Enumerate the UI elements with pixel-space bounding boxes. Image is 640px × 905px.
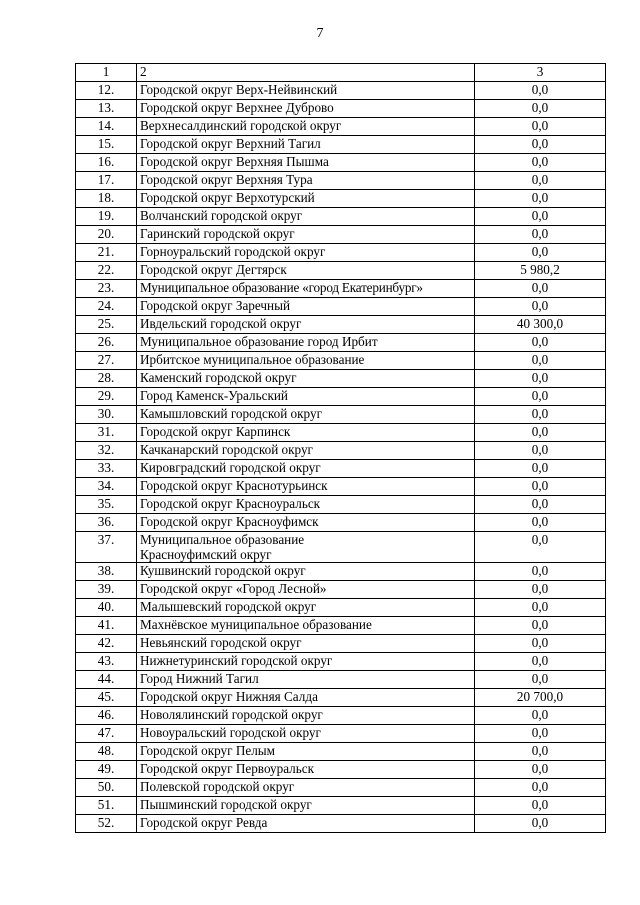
municipality-name: Городской округ Ревда: [137, 815, 475, 833]
row-number: 24.: [76, 298, 137, 316]
municipality-name: Городской округ Верхотурский: [137, 190, 475, 208]
header-col-1: 1: [76, 64, 137, 82]
table-row: [76, 599, 606, 617]
municipality-name: Городской округ Нижняя Салда: [137, 689, 475, 707]
table-row: [76, 154, 606, 172]
row-number: 47.: [76, 725, 137, 743]
row-number: 43.: [76, 653, 137, 671]
amount: 0,0: [475, 226, 606, 244]
table-row: [76, 118, 606, 136]
amount: 0,0: [475, 118, 606, 136]
row-number: 41.: [76, 617, 137, 635]
table-row: [76, 100, 606, 118]
page-number: 7: [316, 26, 324, 41]
row-number: 50.: [76, 779, 137, 797]
table-row: [76, 635, 606, 653]
table-row: [76, 671, 606, 689]
amount: 0,0: [475, 136, 606, 154]
row-number: 38.: [76, 563, 137, 581]
amount: 0,0: [475, 388, 606, 406]
row-number: 17.: [76, 172, 137, 190]
table-row: [76, 280, 606, 298]
amount: 40 300,0: [475, 316, 606, 334]
municipality-name: Гаринский городской округ: [137, 226, 475, 244]
municipality-name: Городской округ Заречный: [137, 298, 475, 316]
table-row: [76, 406, 606, 424]
amount: 0,0: [475, 635, 606, 653]
row-number: 33.: [76, 460, 137, 478]
municipality-name-line: Муниципальное образование: [140, 532, 305, 547]
municipality-name: Городской округ Карпинск: [137, 424, 475, 442]
row-number: 45.: [76, 689, 137, 707]
funding-table: [75, 63, 606, 833]
amount: 0,0: [475, 653, 606, 671]
amount: 0,0: [475, 334, 606, 352]
municipality-name: Городской округ Верх-Нейвинский: [137, 82, 475, 100]
row-number: 27.: [76, 352, 137, 370]
amount: 0,0: [475, 743, 606, 761]
table-row: [76, 244, 606, 262]
table-row: [76, 388, 606, 406]
municipality-name: Новоуральский городской округ: [137, 725, 475, 743]
table-row: [76, 352, 606, 370]
row-number: 21.: [76, 244, 137, 262]
municipality-name: Горноуральский городской округ: [137, 244, 475, 262]
table-row: [76, 82, 606, 100]
municipality-name: Махнёвское муниципальное образование: [137, 617, 475, 635]
table-row: [76, 496, 606, 514]
amount: 0,0: [475, 298, 606, 316]
row-number: 25.: [76, 316, 137, 334]
table-row: [76, 172, 606, 190]
municipality-name: Городской округ «Город Лесной»: [137, 581, 475, 599]
municipality-name: Городской округ Красноуфимск: [137, 514, 475, 532]
amount: 0,0: [475, 563, 606, 581]
amount: 0,0: [475, 779, 606, 797]
municipality-name: Ивдельский городской округ: [137, 316, 475, 334]
municipality-name: Новолялинский городской округ: [137, 707, 475, 725]
municipality-name: Муниципальное образование «город Екатеринбург»: [137, 280, 475, 298]
amount: 0,0: [475, 707, 606, 725]
amount: 0,0: [475, 208, 606, 226]
row-number: 16.: [76, 154, 137, 172]
amount: 0,0: [475, 478, 606, 496]
amount: 0,0: [475, 671, 606, 689]
row-number: 37.: [76, 532, 137, 563]
table-row: [76, 298, 606, 316]
amount: 5 980,2: [475, 262, 606, 280]
amount: 0,0: [475, 172, 606, 190]
row-number: 29.: [76, 388, 137, 406]
municipality-name: Кушвинский городской округ: [137, 563, 475, 581]
row-number: 22.: [76, 262, 137, 280]
row-number: 35.: [76, 496, 137, 514]
municipality-name: Городской округ Красноуральск: [137, 496, 475, 514]
amount: 0,0: [475, 244, 606, 262]
municipality-name: Полевской городской округ: [137, 779, 475, 797]
row-number: 26.: [76, 334, 137, 352]
municipality-name: Камышловский городской округ: [137, 406, 475, 424]
row-number: 30.: [76, 406, 137, 424]
row-number: 12.: [76, 82, 137, 100]
table-row: [76, 190, 606, 208]
amount: 0,0: [475, 424, 606, 442]
amount: 0,0: [475, 406, 606, 424]
amount: 0,0: [475, 100, 606, 118]
municipality-name: Кировградский городской округ: [137, 460, 475, 478]
amount: 0,0: [475, 442, 606, 460]
amount: 0,0: [475, 617, 606, 635]
header-col-3: 3: [475, 64, 606, 82]
municipality-name: Город Каменск-Уральский: [137, 388, 475, 406]
amount: 0,0: [475, 761, 606, 779]
amount: 0,0: [475, 797, 606, 815]
table-row: [76, 208, 606, 226]
municipality-name: Город Нижний Тагил: [137, 671, 475, 689]
row-number: 39.: [76, 581, 137, 599]
amount: 0,0: [475, 815, 606, 833]
amount: 0,0: [475, 460, 606, 478]
table-row: [76, 136, 606, 154]
table-header-row: [76, 64, 606, 82]
municipality-name: Верхнесалдинский городской округ: [137, 118, 475, 136]
row-number: 46.: [76, 707, 137, 725]
amount: 20 700,0: [475, 689, 606, 707]
amount: 0,0: [475, 514, 606, 532]
municipality-name: Муниципальное образование город Ирбит: [137, 334, 475, 352]
row-number: 23.: [76, 280, 137, 298]
municipality-name: Ирбитское муниципальное образование: [137, 352, 475, 370]
amount: 0,0: [475, 190, 606, 208]
amount: 0,0: [475, 599, 606, 617]
row-number: 19.: [76, 208, 137, 226]
row-number: 40.: [76, 599, 137, 617]
row-number: 42.: [76, 635, 137, 653]
municipality-name: Нижнетуринский городской округ: [137, 653, 475, 671]
municipality-name: [137, 532, 475, 563]
table-row: [76, 226, 606, 244]
amount: 0,0: [475, 725, 606, 743]
municipality-name: Городской округ Верхний Тагил: [137, 136, 475, 154]
table-row: [76, 761, 606, 779]
amount: 0,0: [475, 581, 606, 599]
municipality-name-line: Красноуфимский округ: [140, 547, 272, 562]
table-row: [76, 424, 606, 442]
table-row: [76, 478, 606, 496]
table-row: [76, 743, 606, 761]
row-number: 48.: [76, 743, 137, 761]
header-col-2: 2: [137, 64, 475, 82]
table-row: [76, 334, 606, 352]
table-row: [76, 262, 606, 280]
table-row: [76, 442, 606, 460]
municipality-name: Городской округ Дегтярск: [137, 262, 475, 280]
row-number: 28.: [76, 370, 137, 388]
amount: 0,0: [475, 82, 606, 100]
table-row: [76, 514, 606, 532]
amount: 0,0: [475, 496, 606, 514]
table-row: [76, 532, 606, 563]
amount: 0,0: [475, 280, 606, 298]
amount: 0,0: [475, 154, 606, 172]
table-row: [76, 370, 606, 388]
row-number: 52.: [76, 815, 137, 833]
table-row: [76, 563, 606, 581]
municipality-name: Малышевский городской округ: [137, 599, 475, 617]
municipality-name: Городской округ Краснотурьинск: [137, 478, 475, 496]
municipality-name: Каменский городской округ: [137, 370, 475, 388]
municipality-name: Городской округ Верхняя Пышма: [137, 154, 475, 172]
row-number: 51.: [76, 797, 137, 815]
row-number: 36.: [76, 514, 137, 532]
table-row: [76, 460, 606, 478]
municipality-name: Городской округ Первоуральск: [137, 761, 475, 779]
row-number: 34.: [76, 478, 137, 496]
municipality-name: Городской округ Верхняя Тура: [137, 172, 475, 190]
table-row: [76, 725, 606, 743]
row-number: 14.: [76, 118, 137, 136]
row-number: 49.: [76, 761, 137, 779]
municipality-name: Волчанский городской округ: [137, 208, 475, 226]
amount: 0,0: [475, 352, 606, 370]
municipality-name: Пышминский городской округ: [137, 797, 475, 815]
municipality-name: Невьянский городской округ: [137, 635, 475, 653]
municipality-name: Городской округ Пелым: [137, 743, 475, 761]
table-row: [76, 689, 606, 707]
table-row: [76, 653, 606, 671]
table-row: [76, 797, 606, 815]
row-number: 13.: [76, 100, 137, 118]
row-number: 18.: [76, 190, 137, 208]
table-row: [76, 779, 606, 797]
table-row: [76, 815, 606, 833]
funding-table-body: [76, 64, 606, 833]
row-number: 32.: [76, 442, 137, 460]
table-row: [76, 581, 606, 599]
table-row: [76, 316, 606, 334]
row-number: 44.: [76, 671, 137, 689]
municipality-name: Городской округ Верхнее Дуброво: [137, 100, 475, 118]
municipality-name: Качканарский городской округ: [137, 442, 475, 460]
amount: 0,0: [475, 370, 606, 388]
row-number: 20.: [76, 226, 137, 244]
row-number: 31.: [76, 424, 137, 442]
row-number: 15.: [76, 136, 137, 154]
table-row: [76, 617, 606, 635]
table-row: [76, 707, 606, 725]
amount: 0,0: [475, 532, 606, 563]
